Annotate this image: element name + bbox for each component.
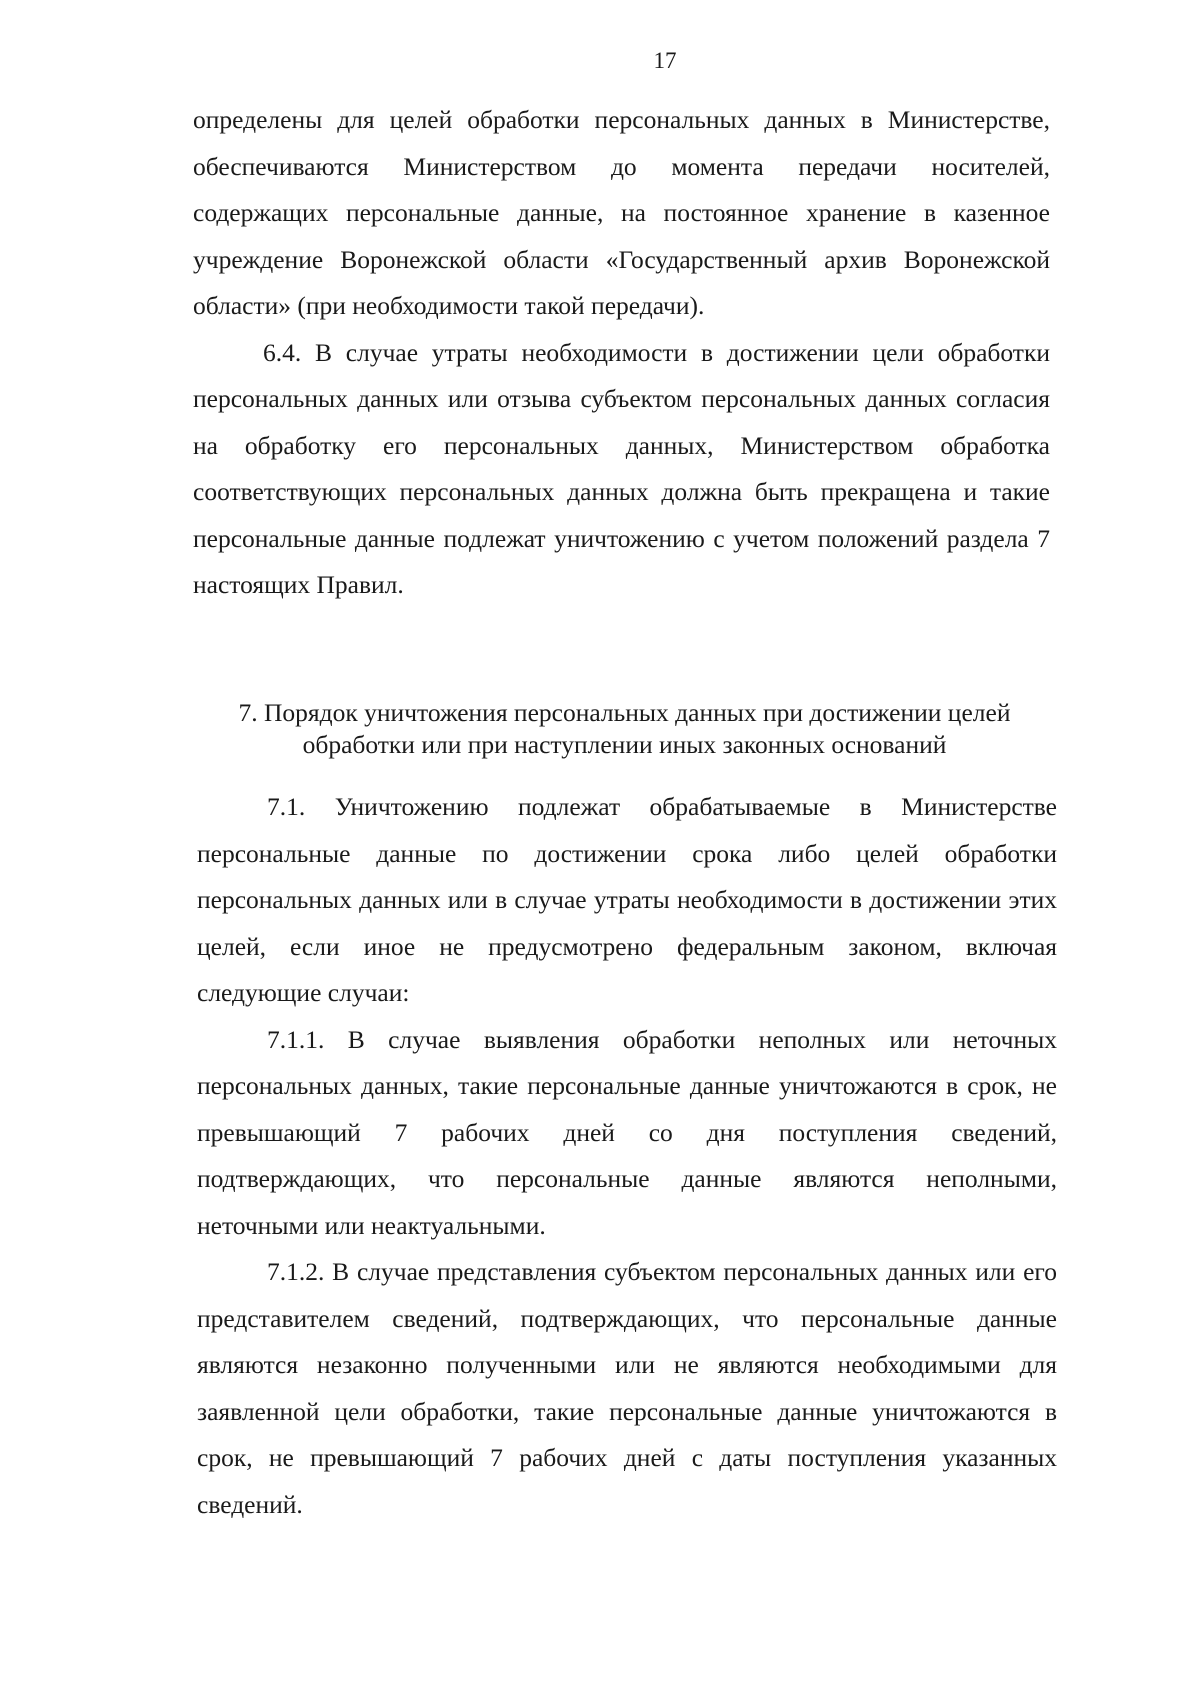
clause-6-4: 6.4. В случае утраты необходимости в достижении цели обработки персональных данных или отзыва субъектом персональных данных согласия на обработку его персональных данных, Министерством обработка соответствующих персональных данных должна быть прекращена и такие персональные данные подлежат уничтожению с учетом положений раздела 7 настоящих Правил. <box>193 337 1050 599</box>
continuation-paragraph: определены для целей обработки персональных данных в Министерстве, обеспечиваются Министерством до момента передачи носителей, содержащих персональные данные, на постоянное хранение в казенное учреждение Воронежской области «Государственный архив Воронежской области» (при необходимости такой передачи). <box>193 105 1050 320</box>
clause-7-1-2: 7.1.2. В случае представления субъектом персональных данных или его представителем сведений, подтверждающих, что персональные данные являются незаконно полученными или не являются необходимыми для заявленной цели обработки, такие персональные данные уничтожаются в срок, не превышающий 7 рабочих дней с даты поступления указанных сведений. <box>197 1257 1057 1519</box>
section-7-heading-line-2: обработки или при наступлении иных законных оснований <box>302 730 947 759</box>
clause-7-1-1: 7.1.1. В случае выявления обработки неполных или неточных персональных данных, такие персональные данные уничтожаются в срок, не превышающий 7 рабочих дней со дня поступления сведений, подтверждающих, что персональные данные являются неполными, неточными или неактуальными. <box>197 1024 1057 1240</box>
section-7-heading-block <box>0 697 1200 761</box>
page-number: 17 <box>653 48 677 73</box>
section-6-text <box>0 97 1200 609</box>
clause-7-1: 7.1. Уничтожению подлежат обрабатываемые в Министерстве персональные данные по достижении срока либо целей обработки персональных данных или в случае утраты необходимости в достижении этих целей, если иное не предусмотрено федеральным законом, включая следующие случаи: <box>197 792 1057 1007</box>
section-7-text <box>0 784 1200 1528</box>
section-7-heading-line-1: 7. Порядок уничтожения персональных данных при достижении целей <box>238 698 1011 727</box>
